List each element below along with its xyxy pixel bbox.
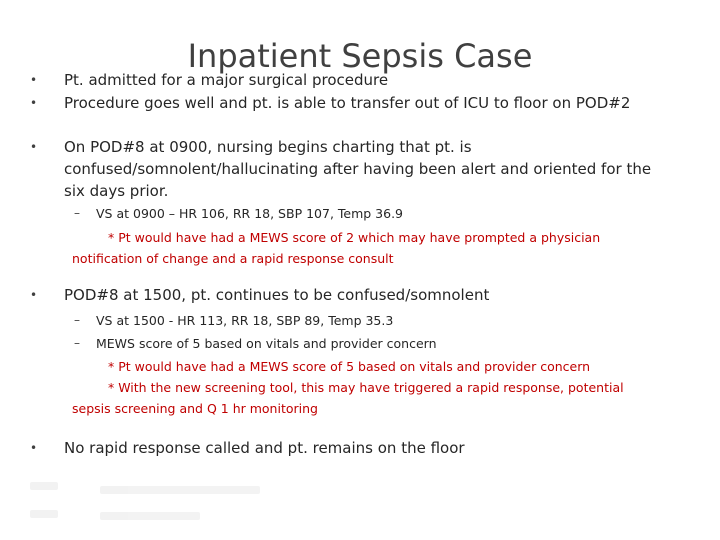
mews-note-0900 — [72, 227, 672, 269]
bullet-admitted: Pt. admitted for a major surgical procedure — [64, 71, 389, 89]
mews-note-0900-line1: * Pt would have had a MEWS score of 2 which may have prompted a physician — [108, 230, 601, 245]
mews-note-1500-line2: * With the new screening tool, this may have triggered a rapid response, potential — [108, 380, 624, 395]
faint-background-mark — [30, 478, 270, 526]
mews-note-0900-line2: notification of change and a rapid response consult — [72, 251, 394, 266]
dash-marker: – — [74, 313, 80, 327]
bullet-marker: • — [30, 140, 38, 154]
dash-marker: – — [74, 336, 80, 350]
bullet-pod8-0900: On POD#8 at 0900, nursing begins charting that pt. is confused/somnolent/hallucinating after having been alert and oriented for the six days prior. — [64, 138, 652, 200]
mews-note-1500-line1: * Pt would have had a MEWS score of 5 based on vitals and provider concern — [108, 359, 591, 374]
bullet-marker: • — [30, 441, 38, 455]
bullet-marker: • — [30, 73, 38, 87]
vitals-1500: VS at 1500 - HR 113, RR 18, SBP 89, Temp 35.3 — [96, 313, 394, 328]
bullet-procedure: Procedure goes well and pt. is able to transfer out of ICU to floor on POD#2 — [64, 94, 631, 112]
vitals-0900: VS at 0900 – HR 106, RR 18, SBP 107, Temp 36.9 — [96, 206, 404, 221]
slide-title: Inpatient Sepsis Case — [187, 37, 533, 76]
mews-note-1500-line3: sepsis screening and Q 1 hr monitoring — [72, 401, 318, 416]
bullet-no-rapid-response: No rapid response called and pt. remains on the floor — [64, 439, 465, 457]
mews-note-1500 — [72, 356, 672, 419]
bullet-pod8-1500: POD#8 at 1500, pt. continues to be confused/somnolent — [64, 286, 490, 304]
mews-score-1500: MEWS score of 5 based on vitals and provider concern — [96, 336, 437, 351]
dash-marker: – — [74, 206, 80, 220]
bullet-marker: • — [30, 288, 38, 302]
bullet-marker: • — [30, 96, 38, 110]
